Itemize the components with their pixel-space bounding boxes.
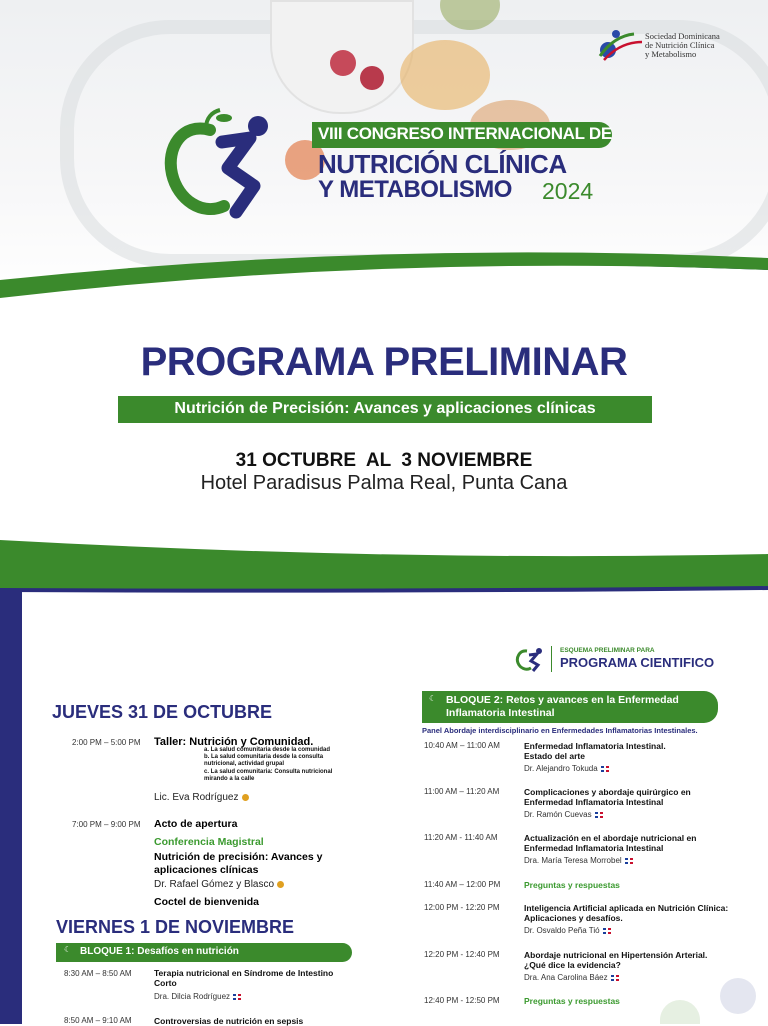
topic-b-line-2: nutricional, actividad grupal [204,761,285,768]
session-time: 12:40 PM - 12:50 PM [424,996,500,1005]
block-icon: ☾ [429,694,437,703]
left-navy-strip [0,592,22,1024]
day-thursday-heading: JUEVES 31 DE OCTUBRE [52,702,273,722]
speaker-name: Dr. Osvaldo Peña Tió [524,926,600,935]
block-2-title [446,694,679,720]
speaker-name: Dr. Rafael Gómez y Blasco [154,879,275,890]
dominican-flag-icon [625,858,633,864]
scheme-divider [551,646,552,672]
dominican-flag-icon [601,766,609,772]
green-swoosh-bottom [0,540,768,610]
keynote-title-line-1: Nutrición de precisión: Avances y [154,851,323,863]
topic-c-line-1: c. La salud comunitaria: Consulta nutricional [204,768,333,775]
decorative-circle [720,978,756,1014]
session-title-line-1: Enfermedad Inflamatoria Intestinal. [524,741,666,751]
session-time: 11:40 AM – 12:00 PM [424,880,501,889]
speaker-name: Dra. Dilcia Rodríguez [154,992,231,1001]
session-title-line-2: Enfermedad Inflamatoria Intestinal [524,797,664,807]
block-1-title: BLOQUE 1: Desafíos en nutrición [80,946,239,957]
congress-year: 2024 [542,178,594,204]
speaker [524,810,603,819]
topic-b-line-1: b. La salud comunitaria desde la consulta [204,754,324,761]
society-line-3: y Metabolismo [645,49,697,59]
country-flag-icon [242,794,249,801]
session-title-line-1: Inteligencia Artificial aplicada en Nutrición Clínica: [524,903,729,913]
session-title-line-2: Estado del arte [524,751,585,761]
raspberry-image [330,50,356,76]
session-title [524,950,707,970]
session-title [154,968,333,988]
small-congress-logo-icon [515,646,545,672]
program-title: PROGRAMA PRELIMINAR [140,340,628,384]
session-title [524,903,728,923]
green-swoosh-top [0,240,768,320]
panel-title: Panel Abordaje interdisciplinario en Enfermedades Inflamatorias Intestinales. [422,726,698,735]
congress-edition: VIII CONGRESO INTERNACIONAL DE [318,124,612,143]
society-name [645,32,720,59]
society-line-2: de Nutrición Clínica [645,40,715,50]
speaker [154,992,241,1001]
session-time: 7:00 PM – 9:00 PM [72,820,141,829]
block-icon: ☾ [64,945,72,954]
speaker [154,879,284,890]
keynote-label: Conferencia Magistral [154,836,264,848]
speaker-name: Dr. Alejandro Tokuda [524,764,598,773]
cocktail-label: Coctel de bienvenida [154,896,260,908]
scheme-small: ESQUEMA PRELIMINAR PARA [560,647,655,654]
speaker [524,926,611,935]
qa-label: Preguntas y respuestas [524,880,620,890]
congress-title-line-3: Y METABOLISMO [318,176,512,203]
session-title: Controversias de nutrición en sepsis [154,1016,304,1026]
session-title [524,741,666,761]
session-title [524,833,696,853]
session-time: 11:20 AM - 11:40 AM [424,833,498,842]
topic-a: a. La salud comunitaria desde la comunidad [204,747,331,753]
keynote-title [154,851,322,877]
session-time: 12:20 PM - 12:40 PM [424,950,500,959]
speaker-name: Dra. Ana Carolina Báez [524,973,608,982]
speaker-name: Lic. Eva Rodríguez [154,792,239,803]
session-title-line-2: ¿Qué dice la evidencia? [524,960,621,970]
speaker [524,764,609,773]
day-friday-heading: VIERNES 1 DE NOVIEMBRE [56,917,295,937]
topic-c-line-2: mirando a la calle [204,775,255,782]
session-time: 2:00 PM – 5:00 PM [72,738,141,747]
society-logo-icon [594,26,644,64]
session-title-line-1: Actualización en el abordaje nutricional en [524,833,697,843]
block-2-title-line-1: BLOQUE 2: Retos y avances en la Enfermedad [446,694,679,706]
session-title-line-1: Complicaciones y abordaje quirúrgico en [524,787,691,797]
dominican-flag-icon [603,928,611,934]
block-2-title-line-2: Inflamatoria Intestinal [446,707,555,719]
congress-logo-icon [162,108,272,220]
country-flag-icon [277,881,284,888]
program-venue: Hotel Paradisus Palma Real, Punta Cana [200,472,568,494]
session-title [524,787,691,807]
qa-label: Preguntas y respuestas [524,996,620,1006]
session-title-line-2: Corto [154,978,177,988]
society-line-1: Sociedad Dominicana [645,31,720,41]
session-title-line-1: Terapia nutricional en Síndrome de Intestino [154,968,334,978]
program-dates: 31 OCTUBRE AL 3 NOVIEMBRE [235,450,533,471]
session-title-line-2: Enfermedad Inflamatoria Intestinal [524,843,664,853]
program-subtitle: Nutrición de Precisión: Avances y aplicaciones clínicas [174,400,596,417]
speaker [154,792,249,803]
congress-title-line-2: NUTRICIÓN CLÍNICA [318,149,567,179]
session-time: 8:30 AM – 8:50 AM [64,969,132,978]
scheme-title: PROGRAMA CIENTIFICO [560,655,715,670]
keynote-title-line-2: aplicaciones clínicas [154,864,259,876]
raspberry-image [360,66,384,90]
session-title-line-2: Aplicaciones y desafíos. [524,913,623,923]
dominican-flag-icon [611,975,619,981]
session-title-line-1: Abordaje nutricional en Hipertensión Arterial. [524,950,708,960]
speaker [524,973,619,982]
speaker [524,856,633,865]
dominican-flag-icon [233,994,241,1000]
session-time: 10:40 AM – 11:00 AM [424,741,500,750]
session-title: Acto de apertura [154,818,238,830]
dominican-flag-icon [595,812,603,818]
speaker-name: Dr. Ramón Cuevas [524,810,592,819]
session-time: 11:00 AM – 11:20 AM [424,787,500,796]
session-time: 12:00 PM - 12:20 PM [424,903,500,912]
speaker-name: Dra. María Teresa Morrobel [524,856,622,865]
fruit-image [400,40,490,110]
workshop-topics [204,747,332,783]
session-title: Taller: Nutrición y Comunidad. [154,736,314,748]
decorative-shape [660,1000,700,1024]
session-time: 8:50 AM – 9:10 AM [64,1016,132,1025]
